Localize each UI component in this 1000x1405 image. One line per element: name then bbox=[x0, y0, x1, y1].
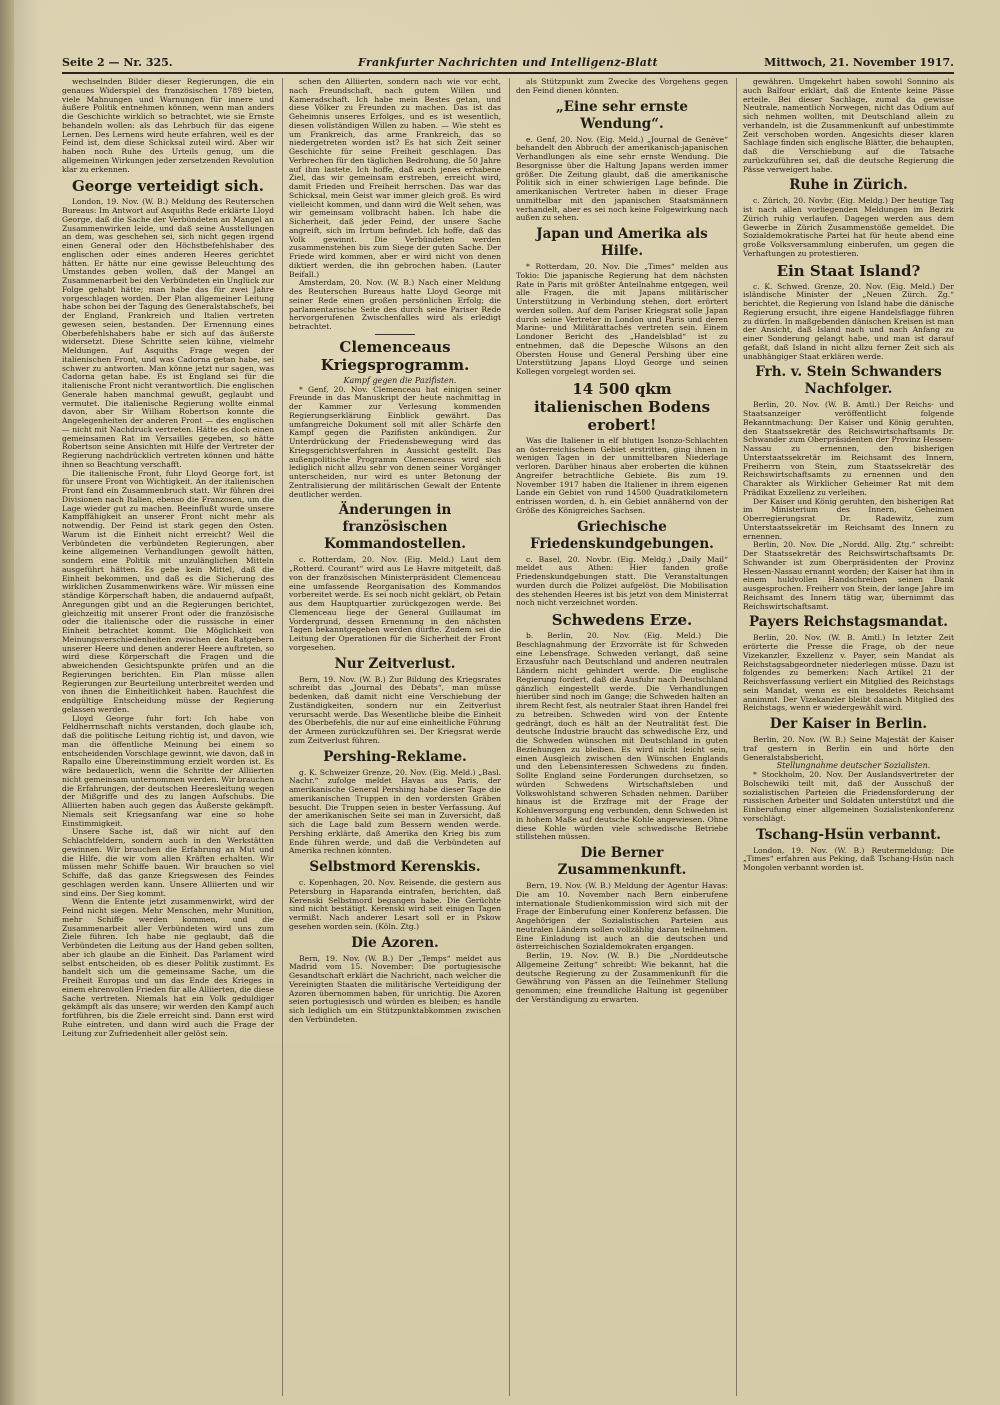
headline-kaiser-berlin: Der Kaiser in Berlin. bbox=[769, 716, 928, 732]
article-text: Berlin, 20. Nov. Die „Nordd. Allg. Ztg.“ schreibt: Der Staatssekretär des Reichswirtschaftsamts Dr. Schwander ist zum Oberpräsidenten der Provinz Hessen-Nassau ernannt worden; der Kaiser hat ihm in einem huldvollen Handschreiben seinen Dank ausgesprochen. Freiherr von Stein, der lange Jahre im Reichsamt des Innern tätig war, übernimmt das Reichswirtschaftsamt. bbox=[743, 540, 954, 611]
headline-tschang: Tschang-Hsün verbannt. bbox=[755, 826, 942, 843]
headline-schwedens-erze: Schwedens Erze. bbox=[551, 611, 693, 629]
article-text: Berlin, 20. Nov. (W. B.) Seine Majestät der Kaiser traf gestern in Berlin ein und hörte den Generalstabsbericht. bbox=[743, 735, 954, 762]
article-text: * Stockholm, 20. Nov. Der Auslandsvertreter der Bolschewiki teilt mit, daß der Ausschuß der sozialistischen Parteien die Friedensforderung der russischen Arbeiter und Soldaten unterstützt und die Einberufung einer allgemeinen Sozialistenkonferenz vorschlägt. bbox=[743, 770, 954, 823]
article-text: c. Basel, 20. Novbr. (Eig. Meldg.) „Daily Mail“ meldet aus Athen: Hier fanden große Friedenskundgebungen statt. Die Veranstaltungen wurden durch die Polizei aufgelöst. Die Mobilisation des stehenden Heeres ist bis jetzt von dem Ministerrat noch nicht verzeichnet worden. bbox=[516, 554, 728, 608]
headline-stein-schwander: Frh. v. Stein Schwanders Nachfolger. bbox=[755, 364, 942, 398]
article-text: schen den Alliierten, sondern nach wie vor echt, nach Freundschaft, nach gutem Willen und Kameradschaft. Ich habe mein Bestes getan, und diese Völker zu Freunden zu machen. Das ist das Geheimnis unseres Erfolges, und es ist wesentlich, diesen vollständigen Willen zu haben. — Wie steht es um Frankreich, das arme Frankreich, das so niedergetreten worden ist? Es hat sich Zeit seiner Geschichte für seine Freiheit geschlagen. Das Verbrechen für den täglichen Bedrohung, die 50 Jahre auf ihm lastete. Ich hoffe, daß auch jenes erhabene Ziel, das wir gemeinsam erstreben, erreicht wird, damit Frieden und Freiheit herrschen. Das war das Schicksal, mein Geist war immer gleich groß. Es wird vielleicht kommen, und dann wird die Welt sehen, was wir gemeinsam vollbracht haben. Ich habe die Sicherheit, daß jeder Feind, der unsere Sache angreift, sich im Irrtum befindet. Ich hoffe, daß das Volk gewinnt. Die Verbündeten werden zusammenstehen bis zum Siege der guten Sache. Der Friede wird kommen, aber er wird nicht von denen diktiert werden, die ihn gebrochen haben. (Lauter Beifall.) bbox=[289, 78, 501, 279]
article-text: Was die Italiener in elf blutigen Isonzo-Schlachten an österreichischem Gebiet erstritten, ging ihnen in wenigen Tagen in der unmittelbaren Niederlage verloren. Darüber hinaus aber eroberten die kühnen Angreifer betrachtliche Gebiete. Bis zum 19. November 1917 haben die Italiener in ihrem eigenen Lande ein Gebiet von rund 14500 Quadratkilometern entrissen worden, d. h. ein Gebiet annähernd von der Größe des Königreiches Sachsen. bbox=[516, 435, 728, 515]
article-text: c. K. Schwed. Grenze, 20. Nov. (Eig. Meld.) Der isländische Minister der „Neuen Zürch. Zg.“ berichtet, die Regierung von Island habe die dänische Regierung ersucht, ihre eigene Handelsflagge führen zu dürfen. In maßgebenden dänischen Kreisen ist man der Ansicht, daß Island nach und nach Anfang zu einer Sonderung gelangt habe, und man ist darauf gefaßt, daß Island in nicht allzu ferner Zeit sich als unabhängiger Staat erklären werde. bbox=[743, 281, 954, 361]
issue-date: Mittwoch, 21. November 1917. bbox=[764, 56, 954, 69]
article-text: London, 19. Nov. (W. B.) Reutermeldung: Die „Times“ erfahren aus Peking, daß Tschang-Hsün nach Mongolen verbannt worden ist. bbox=[743, 845, 954, 872]
headline-ernste-wendung: „Eine sehr ernste Wendung“. bbox=[555, 98, 689, 132]
article-text: Bern, 19. Nov. (W. B.) Der „Temps“ meldet aus Madrid vom 15. November: Die portugiesische Gesandtschaft erklärt die Nachricht, nach welcher die Vereinigten Staaten die militärische Verteidigung der Azoren übernommen haben, für unrichtig. Die Azoren seien portugiesisch und würden es bleiben; es handle sich lediglich um ein Stützpunktabkommen zwischen den Verbündeten. bbox=[289, 953, 501, 1024]
article-text: c. Zürich, 20. Novbr. (Eig. Meldg.) Der heutige Tag ist nach allen vorliegenden Meldungen im Bezirk Zürich ruhig verlaufen. Dagegen werden aus dem Gewerbe in Zürich Zusammenstöße gemeldet. Die Sozialdemokratische Partei hat für heute abend eine große Volksversammlung einberufen, um gegen die Verhaftungen zu protestieren. bbox=[743, 196, 954, 258]
headline-george: George verteidigt sich. bbox=[71, 177, 265, 196]
page-number: Seite 2 — Nr. 325. bbox=[62, 56, 173, 69]
article-text: Bern, 19. Nov. (W. B.) Meldung der Agentur Havas: Die am 10. November nach Bern einberufene internationale Studienkommission wird sich mit der Frage der Einberufung einer Konferenz befassen. Die Angehörigen der Sozialistischen Parteien aus neutralen Ländern sollen vollzählig daran teilnehmen. Eine Einladung ist auch an die deutschen und österreichischen Sozialdemokraten ergangen. bbox=[516, 881, 728, 952]
article-text: Bern, 19. Nov. (W. B.) Zur Bildung des Kriegsrates schreibt das „Journal des Débats“, man müsse bedenken, daß damit nicht eine Verschiebung der Zuständigkeiten, sondern nur ein Zeitverlust verursacht werde. Das Wesentliche bleibe die Einheit des Oberbefehls, die nur auf eine einheitliche Führung der Armeen zurückzuführen sei. Der Kriegsrat werde zum Zeitverlust führen. bbox=[289, 674, 501, 745]
headline-kerenski: Selbstmord Kerenskis. bbox=[309, 859, 481, 875]
article-text: als Stützpunkt zum Zwecke des Vorgehens gegen den Feind dienen könnten. bbox=[516, 78, 728, 95]
column-divider bbox=[509, 78, 510, 1396]
article-text: London, 19. Nov. (W. B.) Meldung des Reuterschen Bureaus: Im Antwort auf Asquiths Rede erklärte Lloyd George, daß die Sache der Verbündeten an Mangel an Zusammenwirken leide, und daß seine Ausstellungen an dem, was geschehen sei, sich nicht gegen irgend einen General oder den Höchstbefehlshaber des englischen oder eines anderen Heeres gerichtet hätten. Er hätte nur eine gewisse Beleuchtung des Umstandes geben wollen, daß der Mangel an Zusammenarbeit bei den Verbündeten ein Unglück zur Folge gehabt hätte; man habe das für zwei Jahre vorgeschlagen worden. Der Plan allgemeiner Leitung habe schon bei der Tagung des Generalstabschefs, bei der England, Frankreich und Italien vertreten gewesen seien, bestanden. Der Ernennung eines Oberbefehlshabers habe er sich auf das äußerste widersetzt. Diese Schritte seien kühne, vielmehr Meldungen. Auf Asquiths Frage wegen der italienischen Front, und was Cadorna getan habe, sei schwer zu antworten. Man könne jetzt nur sagen, was Cadorna getan habe. Es ist England sei für die italienische Front nicht verantwortlich. Die englischen Generale haben manchmal gewußt, geglaubt und vermutet. Die italienische Regierung wollte einmal davon, aber Sir William Robertson konnte die Angelegenheiten der anderen Front — des englischen — nicht mit Nachdruck vertreten. Hätte es doch einen gemeinsamen Rat im Versailles gegeben, so hätte Robertson seine Ansichten mit Hilfe der Vertreter der Regierung nachdrücklich vertreten können und hätte ihnen so Beachtung verschafft. bbox=[62, 197, 274, 469]
article-text: Unsere Sache ist, daß wir nicht auf den Schlachtfeldern, sondern auch in den Werkstätten gewinnen. Wir brauchen die Erfahrung an Mut und die Hilfe, die wir vom allen Kräften erhalten. Wir müssen mehr Schiffe bauen. Wir brauchen so viel Schiffe, daß das ganze Kriegswesen des Feindes geschlagen werden kann. Unsere Alliierten und wir sind eins. Der Sieg kommt. bbox=[62, 827, 274, 898]
article-text: gewähren. Umgekehrt haben sowohl Sonnino als auch Balfour erklärt, daß die Entente keine Pässe erteile. Bei dieser Sachlage, zumal da gewisse Neutrale, namentlich Norwegen, nicht das Odium auf sich nehmen wollten, mit Deutschland allein zu verhandeln, ist die Zusammenkunft auf unbestimmte Zeit verschoben worden. Angesichts dieser klaren Sachlage finden sich englische Blätter, die behaupten, daß die Verschiebung auf die Tatsache zurückzuführen sei, daß die deutsche Regierung die Pässe verweigert habe. bbox=[743, 78, 954, 174]
headline-japan: Japan und Amerika als Hilfe. bbox=[536, 226, 708, 259]
column-3 bbox=[516, 78, 728, 1396]
headline-griechische: Griechische Friedenskundgebungen. bbox=[530, 518, 714, 552]
article-text: Lloyd George fuhr fort: Ich habe von Feldherrnschaft nichts verstanden, doch glaube ich, daß die politische Leitung richtig ist, und davon, wie man die öffentliche Meinung bei einem so entscheidenden Vorschlage gewinnt, wie davon, daß in Rapallo eine Übereinstimmung erzielt worden ist. Es wäre bedauerlich, wenn die Schritte der Alliierten nicht gemeinsam unternommen werden. Wir brauchen die Erfahrungen, der deutschen Heeresleitung wegen der Mißgriffe und des zu langen Aufschubs. Die Alliierten haben auch gegen das Äußerste gekämpft. Niemals seit Kriegsanfang war eine so hohe Einstimmigkeit. bbox=[62, 713, 274, 828]
article-text: e. Genf, 20. Nov. (Eig. Meld.) „Journal de Genève“ behandelt den Abbruch der amerikanisch-japanischen Verhandlungen als eine sehr ernste Wendung. Die Besorgnisse über die Haltung Japans werden immer größer. Die Zeitung glaubt, daß die amerikanische Politik sich in einer schwierigen Lage befinde. Die amerikanischen Vertreter haben in dieser Frage unmittelbar mit den japanischen Staatsmännern verhandelt, aber es sei noch keine Folgewirkung nach außen zu sehen. bbox=[516, 134, 728, 223]
article-text: Wenn die Entente jetzt zusammenwirkt, wird der Feind nicht siegen. Mehr Menschen, mehr Munition, mehr Schiffe werden kommen, und die Zusammenarbeit aller Verbündeten wird uns zum Ziele führen. Ich habe nie geglaubt, daß die Verbündeten die Leitung aus der Hand geben sollten, aber ich glaube an die Einheit. Das Parlament wird selbst entscheiden, ob es dieser Politik zustimmt. Es handelt sich um die gemeinsame Sache, um die Freiheit Europas und um das Ende des Krieges in einem ehrenvollen Frieden für alle Alliierten, die diese Sache vertreten. Niemals hat ein Volk geduldiger gekämpft als das unsere; wir werden den Kampf auch fortführen, bis die Ziele erreicht sind. Dann erst wird Ruhe eintreten, und dann wird auch die Frage der Leitung zur Zufriedenheit aller gelöst sein. bbox=[62, 897, 274, 1038]
subheadline: Kampf gegen die Pazifisten. bbox=[343, 375, 457, 385]
article-text: Berlin, 20. Nov. (W. B. Amtl.) Der Reichs- und Staatsanzeiger veröffentlicht folgende Bekanntmachung: Der Kaiser und König geruhten, den Staatssekretär des Reichswirtschaftsamts Dr. Schwander zum Oberpräsidenten der Provinz Hessen-Nassau zu ernennen, den bisherigen Unterstaatssekretär im Reichsamt des Innern, Freiherrn von Stein, zum Staatssekretär des Reichswirtschaftsamts zu ernennen und den Charakter als Wirklicher Geheimer Rat mit dem Prädikat Exzellenz zu verleihen. bbox=[743, 400, 954, 497]
headline-14500-qkm: 14 500 qkm italienischen Bodens erobert! bbox=[533, 379, 711, 434]
column-1 bbox=[62, 78, 274, 1396]
page-header bbox=[62, 56, 954, 72]
headline-pershing: Pershing-Reklame. bbox=[323, 748, 467, 765]
article-text: * Genf, 20. Nov. Clemenceau hat einigen seiner Freunde in das Manuskript der heute nachmittag in der Kammer zur Verlesung kommenden Regierungserklärung Einblick gewährt. Das umfangreiche Dokument soll mit aller Schärfe den Kampf gegen die Pazifisten ankündigen. Zur Unterdrückung der Friedensbewegung wird das Kriegsgerichtsverfahren in Aussicht gestellt. Das außenpolitische Programm Clemenceaus wird sich lediglich nicht allzu sehr von denen seiner Vorgänger unterscheiden, nur wird es unter Betonung der Zentralisierung der militärischen Gewalt der Entente deutlicher werden. bbox=[289, 384, 501, 499]
headline-payer: Payers Reichstagsmandat. bbox=[749, 614, 948, 631]
article-text: c. Kopenhagen, 20. Nov. Reisende, die gestern aus Petersburg in Haparanda eintrafen, berichten, daß Kerenski Selbstmord begangen habe. Die Gerüchte sind nicht bestätigt. Kerenski wird seit einigen Tagen vermißt. Nach anderer Lesart soll er in Pskow gesehen worden sein. (Köln. Ztg.) bbox=[289, 878, 501, 931]
column-4 bbox=[743, 78, 954, 1396]
article-text: * Rotterdam, 20. Nov. Die „Times“ melden aus Tokio: Die japanische Regierung hat dem nächsten Rate in Paris mit größter Anteilnahme entgegen, weil alle Fragen, die mit Japans militärischer Unterstützung in Verbindung stehen, dort erörtert werden sollen. Auf dem Pariser Kriegsrat solle Japan durch seine Vertreter in London und Paris und deren Marine- und Militärattachés vertreten sein. Einem Londoner Bericht des „Handelsblad“ ist zu entnehmen, daß die Depesche Wilsons an den Obersten House und General Pershing über eine Unterstützung Japans Lloyd George und seinen Kollegen vorgelegt worden sei. bbox=[516, 262, 728, 376]
page-edge-shadow bbox=[0, 0, 14, 1405]
headline-azoren: Die Azoren. bbox=[351, 934, 439, 951]
headline-kommandostellen: Änderungen in französischen Kommandostellen. bbox=[324, 502, 466, 553]
headline-clemenceau: Clemenceaus Kriegsprogramm. bbox=[320, 337, 470, 374]
article-text: Berlin, 20. Nov. (W. B. Amtl.) In letzter Zeit erörterte die Presse die Frage, ob der neue Vizekanzler, Exzellenz v. Payer, sein Mandat als Reichstagsabgeordneter niederlegen müsse. Dazu ist folgendes zu bemerken: Nach Artikel 21 der Reichsverfassung verliert ein Mitglied des Reichstags sein Mandat, wenn es ein besoldetes Reichsamt annimmt. Der Vizekanzler bleibt danach Mitglied des Reichstags, wenn er wiedergewählt wird. bbox=[743, 633, 954, 713]
subheadline: Stellungnahme deutscher Sozialisten. bbox=[776, 761, 931, 771]
column-2 bbox=[289, 78, 501, 1396]
article-text: Der Kaiser und König geruhten, den bisherigen Rat im Ministerium des Innern, Geheimen Oberregierungsrat Dr. Radewitz, zum Unterstaatssekretär im Reichsamt des Innern zu ernennen. bbox=[743, 496, 954, 541]
article-text: Die italienische Front, fuhr Lloyd George fort, ist für unsere Front von Wichtigkeit. An der italienischen Front fand ein Zusammenbruch statt. Wir führen drei Divisionen nach Italien, ebenso die Franzosen, um die Lage wieder gut zu machen. Beeinflußt wurde unsere Kampffähigkeit an unserer Front nicht mehr als notwendig. Der Feind ist stark gegen den Osten. Warum ist die Einheit nicht erreicht? Weil die Verbündeten die verbündeten Regierungen, aber keine allgemeinen Verhandlungen gewollt hätten, sondern eine Politik mit unzulänglichen Mitteln ausgeführt hätten. Es gebe kein Mittel, daß die Einheit bekommen, und daß es die Sicherung des wirklichen Zusammenwirkens wäre. Wir müssen eine ständige Körperschaft haben, die andauernd aufpaßt, Anregungen gibt und an die Regierungen berichtet, gleichzeitig mit unserer Front oder die französische oder die italienische oder die russische in einer Einheit betrachtet kommt. Die Möglichkeit von Meinungsverschiedenheiten zwischen den Ratgebern unserer Heere und denen anderer Heere auftreten, so wird diese Körperschaft die Fragen und die abweichenden Gesichtspunkte prüfen und an die Regierungen berichten. Ein Plan müsse allen Regierungen zur Beurteilung unterbreitet werden und von ihnen die Einheitlichkeit haben. Rauchfest die endgültige Entscheidung müsse der Regierung gelassen werden. bbox=[62, 468, 274, 714]
headline-island: Ein Staat Island? bbox=[776, 261, 921, 280]
article-text: b. Berlin, 20. Nov. (Eig. Meld.) Die Beschlagnahmung der Erzvorräte ist für Schweden eine Lebensfrage. Schweden verlangt, daß seine Erzausfuhr nach Deutschland und anderen neutralen Ländern nicht gehindert werde. Die englische Regierung fordert, daß die Ausfuhr nach Deutschland gänzlich eingestellt werde. Die Verhandlungen hierüber sind noch im Gange; die Schweden halten an ihrem Recht fest, als neutraler Staat ihren Handel frei zu betreiben. Schweden wird von der Entente gedrängt, doch es hält an der Neutralität fest. Die deutsche Industrie braucht das schwedische Erz, und die Schweden wünschen mit Deutschland in guten Beziehungen zu bleiben. Es wird nicht leicht sein, einen Ausgleich zwischen den Wünschen Englands und den Lebensinteressen Schwedens zu finden. Sollte England seine Forderungen durchsetzen, so würden Schwedens Wirtschaftsleben und Volkswohlstand schweren Schaden nehmen. Darüber hinaus ist die Erzfrage mit der Frage der Kohlenversorgung eng verbunden, denn Schweden ist in hohem Maße auf deutsche Kohle angewiesen. Ohne diese Kohle würden viele schwedische Betriebe stillstehen müssen. bbox=[516, 631, 728, 842]
column-divider bbox=[736, 78, 737, 1396]
header-rule bbox=[62, 72, 954, 74]
headline-zeitverlust: Nur Zeitverlust. bbox=[334, 655, 456, 672]
column-divider bbox=[282, 78, 283, 1396]
headline-zuerich: Ruhe in Zürich. bbox=[789, 177, 908, 194]
newspaper-title: Frankfurter Nachrichten und Intelligenz-Blatt bbox=[358, 56, 658, 69]
article-text: Amsterdam, 20. Nov. (W. B.) Nach einer Meldung des Reuterschen Bureaus hatte Lloyd George mit seiner Rede einen großen persönlichen Erfolg; die parlamentarische Seite des durch seine Pariser Rede hervorgerufenen Zwischenfalles wird als erledigt betrachtet. bbox=[289, 278, 501, 331]
article-text: c. Rotterdam, 20. Nov. (Eig. Meld.) Laut dem „Rotterd. Courant“ wird aus Le Havre mitgeteilt, daß von der französischen Ministerpräsident Clemenceau eine umfassende Reorganisation des Kommandos vorbereitet werde. Es sei noch nicht geklärt, ob Petain aus dem Hauptquartier zurückgezogen werde. Bei Clemenceau liege der General Guillaumat im Vordergrund, dessen Ernennung in den nächsten Tagen bekanntgegeben werden dürfte. Zudem sei die Leitung der Operationen für die Sicherheit der Front vorgesehen. bbox=[289, 555, 501, 652]
article-text: wechselnden Bilder dieser Regierungen, die ein genaues Widerspiel des französischen 1789 bieten, viele Mahnungen und Warnungen für innere und äußere Politik entnehmen können, wenn man anders die Geschichte wirklich so betrachtet, wie sie Ernste behandeln wollen: als das Lehrbuch für das eigene Lernen. Des Lernens wird heute erfahren, weil es der Feind ist, dem diese Schicksal zuteil wird. Aber wir haben noch Ruhe des Urteils genug, um die allgemeinen Wirkungen jeder zersetzenden Revolution klar zu erkennen. bbox=[62, 78, 274, 174]
article-text: g. K. Schweizer Grenze, 20. Nov. (Eig. Meld.) „Basl. Nachr.“ zufolge meldet Havas aus Paris, der amerikanische General Pershing habe dieser Tage die amerikanischen Truppen in den vordersten Gräben besucht. Die Truppen seien in bester Verfassung. Auf der amerikanischen Seite sei man in Zuversicht, daß sich die Lage bald zum Bessern wenden werde. Pershing erklärte, daß Amerika den Krieg bis zum Ende führen werde, und daß die Verbündeten auf Amerika rechnen könnten. bbox=[289, 767, 501, 856]
separator bbox=[375, 334, 415, 335]
article-text: Berlin, 19. Nov. (W. B.) Die „Norddeutsche Allgemeine Zeitung“ schreibt: Wie bekannt, hat die deutsche Regierung zu der Zusammenkunft für die Gewährung von Pässen an die Teilnehmer Stellung genommen; eine freundliche Haltung ist gegenüber der Verständigung zu erwarten. bbox=[516, 951, 728, 1004]
headline-berner: Die Berner Zusammenkunft. bbox=[557, 845, 687, 878]
